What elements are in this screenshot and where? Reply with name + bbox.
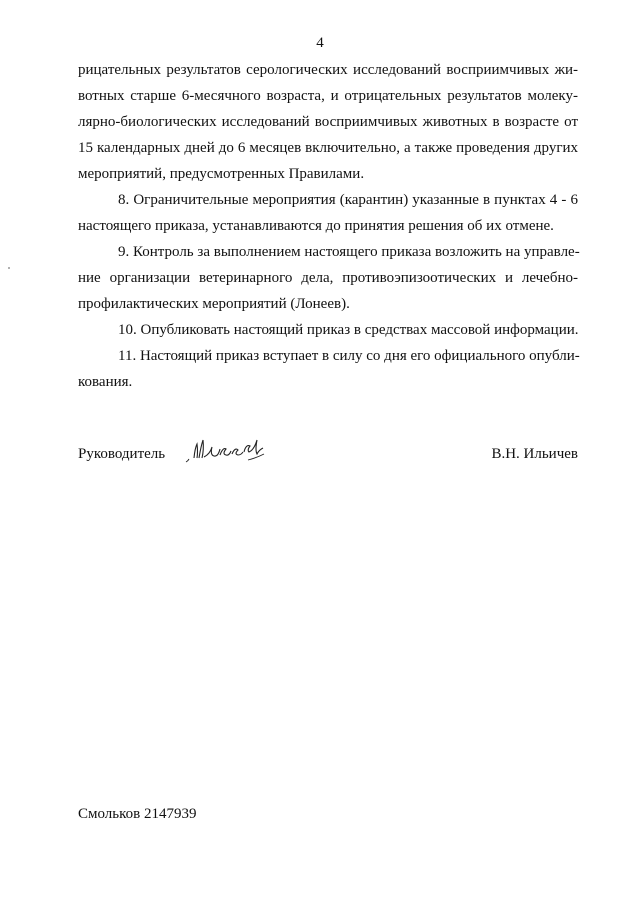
text-line: 11. Настоящий приказ вступает в силу со дня его официального опубли- bbox=[118, 348, 580, 364]
text-line: мероприятий, предусмотренных Правилами. bbox=[78, 166, 365, 182]
document-body bbox=[78, 57, 578, 395]
paragraph-item-8 bbox=[78, 187, 578, 239]
text-line: 9. Контроль за выполнением настоящего приказа возложить на управле- bbox=[118, 244, 580, 260]
paragraph-item-9 bbox=[78, 239, 578, 317]
text-line: профилактических мероприятий (Лонеев). bbox=[78, 296, 350, 312]
signature-block bbox=[78, 444, 578, 470]
text-line: 10. Опубликовать настоящий приказ в средствах массовой информации. bbox=[118, 322, 579, 338]
page-number: 4 bbox=[316, 35, 324, 51]
text-line: ние организации ветеринарного дела, противоэпизоотических и лечебно- bbox=[78, 270, 578, 286]
text-line: настоящего приказа, устанавливаются до принятия решения об их отмене. bbox=[78, 218, 554, 234]
text-line: рицательных результатов серологических исследований восприимчивых жи- bbox=[78, 62, 578, 78]
margin-speck bbox=[8, 267, 10, 269]
text-line: вотных старше 6-месячного возраста, и отрицательных результатов молеку- bbox=[78, 88, 578, 104]
handwritten-signature-icon bbox=[182, 432, 272, 468]
paragraph-continuation bbox=[78, 57, 578, 187]
text-line: 15 календарных дней до 6 месяцев включительно, а также проведения других bbox=[78, 140, 578, 156]
paragraph-item-11 bbox=[78, 343, 578, 395]
executor-note: Смольков 2147939 bbox=[78, 806, 197, 822]
text-line: кования. bbox=[78, 374, 133, 390]
paragraph-item-10 bbox=[78, 317, 578, 343]
text-line: лярно-биологических исследований восприимчивых животных в возрасте от bbox=[78, 114, 578, 130]
signatory-role: Руководитель bbox=[78, 446, 166, 462]
text-line: 8. Ограничительные мероприятия (карантин) указанные в пунктах 4 - 6 bbox=[118, 192, 578, 208]
signatory-name: В.Н. Ильичев bbox=[491, 446, 578, 462]
